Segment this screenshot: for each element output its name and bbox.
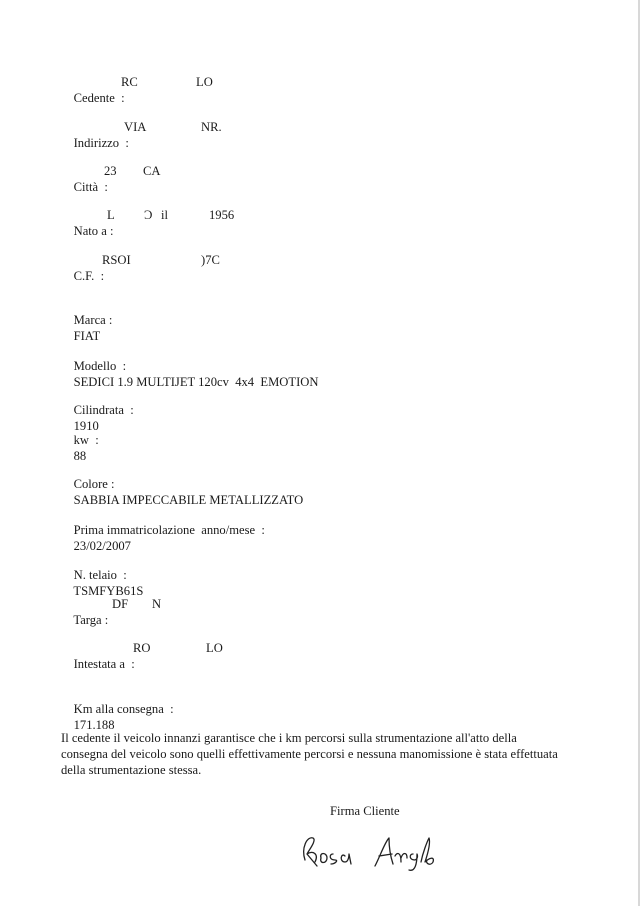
nato-year: 1956 — [209, 208, 235, 222]
modello-label: Modello : — [73, 359, 127, 373]
nato-label: Nato a : — [73, 224, 114, 238]
field-nato — [61, 207, 113, 255]
field-cf — [61, 252, 104, 300]
colore-label: Colore : — [73, 477, 115, 491]
intestata-label: Intestata a : — [73, 657, 135, 671]
marca-value: FIAT — [73, 329, 101, 343]
cilindrata-label: Cilindrata : — [73, 403, 134, 417]
cedente-label: Cedente : — [73, 91, 125, 105]
km-label: Km alla consegna : — [73, 702, 174, 716]
kw-label: kw : — [73, 433, 99, 447]
cf-value-2: )7C — [201, 253, 220, 267]
signature-label: Firma Cliente — [330, 804, 400, 818]
indirizzo-value-2: NR. — [201, 120, 222, 134]
cedente-value: RC — [121, 75, 138, 89]
field-indirizzo — [61, 119, 129, 167]
immatricolazione-value: 23/02/2007 — [73, 539, 131, 553]
field-targa — [61, 596, 108, 644]
colore-value: SABBIA IMPECCABILE METALLIZZATO — [73, 493, 304, 507]
telaio-value: TSMFYB61S — [73, 584, 144, 598]
targa-label: Targa : — [73, 613, 109, 627]
cf-value: RSOI — [102, 253, 131, 267]
citta-label: Città : — [73, 180, 108, 194]
cedente-value-2: LO — [196, 75, 213, 89]
indirizzo-label: Indirizzo : — [73, 136, 129, 150]
field-citta — [61, 163, 108, 211]
cf-label: C.F. : — [73, 269, 105, 283]
kw-value: 88 — [73, 449, 87, 463]
declaration-paragraph: Il cedente il veicolo innanzi garantisce che i km percorsi sulla strumentazione all'atto della consegna del veicolo sono quelli effettivamente percorsi e nessuna manomissione è stata effettuata della strumentazione stessa. — [61, 731, 558, 777]
intestata-value-2: LO — [206, 641, 223, 655]
targa-value: DF — [112, 597, 129, 611]
cilindrata-value: 1910 — [73, 419, 99, 433]
citta-value-2: CA — [143, 164, 161, 178]
handwritten-signature — [295, 828, 445, 876]
nato-value-2: Ɔ — [144, 208, 153, 222]
modello-value: SEDICI 1.9 MULTIJET 120cv 4x4 EMOTION — [73, 375, 319, 389]
immatricolazione-label: Prima immatricolazione anno/mese : — [73, 523, 265, 537]
targa-value-2: N — [152, 597, 162, 611]
nato-il: il — [161, 208, 168, 222]
field-intestata — [61, 640, 135, 688]
field-cedente — [61, 74, 125, 122]
nato-value: L — [107, 208, 115, 222]
telaio-label: N. telaio : — [73, 568, 127, 582]
intestata-value: RO — [133, 641, 151, 655]
km-value: 171.188 — [73, 718, 115, 732]
marca-label: Marca : — [73, 313, 113, 327]
indirizzo-value: VIA — [124, 120, 147, 134]
citta-value: 23 — [104, 164, 117, 178]
